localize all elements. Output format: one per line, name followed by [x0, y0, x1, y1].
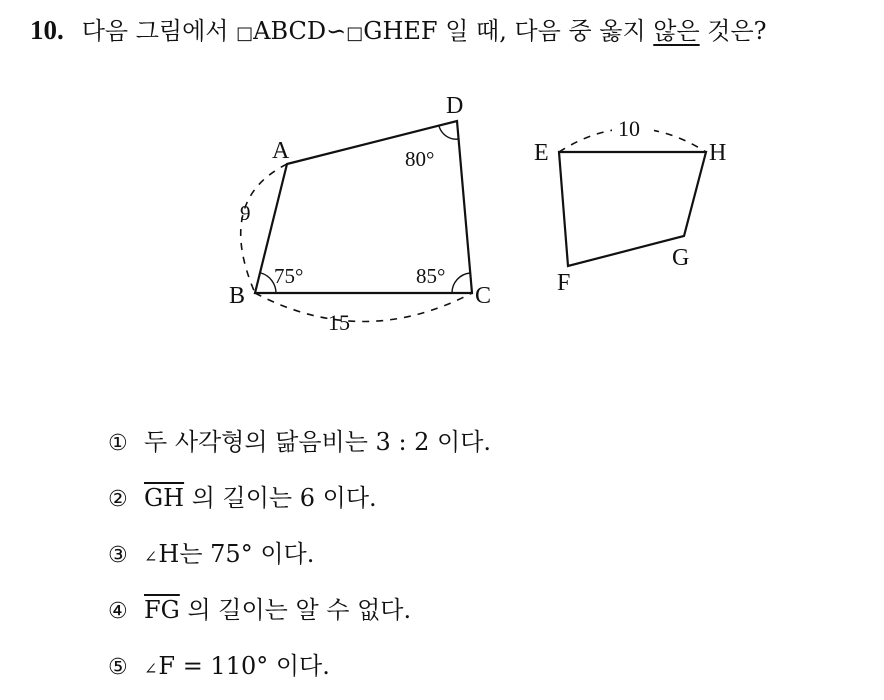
question-text-before: 다음 그림에서: [81, 17, 237, 45]
question-number: 10.: [30, 15, 64, 45]
figure-svg: [0, 80, 884, 350]
angle-vertex: H: [158, 540, 180, 568]
angle-icon: ∠: [144, 659, 158, 678]
dashed-arc-bc: [255, 293, 472, 322]
choice-2[interactable]: [108, 476, 848, 532]
quadrilateral-symbol-icon: □: [236, 23, 254, 44]
choice-5[interactable]: [108, 644, 848, 700]
choice-text: 의 길이는 알 수 없다.: [179, 596, 412, 624]
angle-label-b: 75°: [274, 264, 304, 288]
choice-number: ①: [108, 431, 128, 456]
side-label-bc: 15: [328, 310, 350, 335]
quad-abcd: ABCD: [253, 17, 327, 45]
choice-text: = 110° 이다.: [175, 652, 330, 680]
choice-text: 는 75° 이다.: [179, 540, 315, 568]
question-stem: [30, 8, 870, 52]
vertex-label-h: H: [709, 140, 727, 166]
question-underlined-word: 않은: [653, 17, 700, 45]
choice-text: 두 사각형의 닮음비는 3 : 2 이다.: [144, 428, 492, 456]
choice-4[interactable]: [108, 588, 848, 644]
segment-gh: $\overline{GH}$: [144, 484, 185, 512]
quad-ghef: GHEF: [363, 17, 438, 45]
vertex-label-c: C: [475, 283, 492, 309]
angle-vertex: F: [158, 652, 176, 680]
choice-number: ②: [108, 487, 128, 512]
geometry-figure: [0, 80, 884, 350]
question-text-end: 것은?: [699, 17, 767, 45]
quadrilateral-symbol-icon: □: [346, 23, 364, 44]
similar-symbol: ∽: [326, 17, 347, 45]
choice-text: 의 길이는 6 이다.: [184, 484, 377, 512]
side-label-ab: 9: [240, 201, 251, 225]
vertex-label-f: F: [557, 270, 571, 296]
segment-fg: $\overline{FG}$: [144, 596, 180, 624]
vertex-label-d: D: [446, 93, 464, 119]
answer-choices: [108, 420, 848, 700]
vertex-label-g: G: [672, 245, 690, 271]
question-text-after: 일 때, 다음 중 옳지: [437, 17, 654, 45]
choice-1[interactable]: [108, 420, 848, 476]
side-label-eh: 10: [618, 116, 640, 141]
angle-arc-d: [439, 126, 459, 139]
angle-label-d: 80°: [405, 147, 435, 171]
choice-3[interactable]: [108, 532, 848, 588]
angle-label-c: 85°: [416, 264, 446, 288]
choice-number: ⑤: [108, 655, 128, 680]
angle-icon: ∠: [144, 547, 158, 566]
choice-number: ③: [108, 543, 128, 568]
vertex-label-b: B: [229, 283, 246, 309]
angle-arc-c: [452, 273, 470, 293]
choice-number: ④: [108, 599, 128, 624]
vertex-label-a: A: [272, 138, 290, 164]
vertex-label-e: E: [534, 140, 549, 166]
